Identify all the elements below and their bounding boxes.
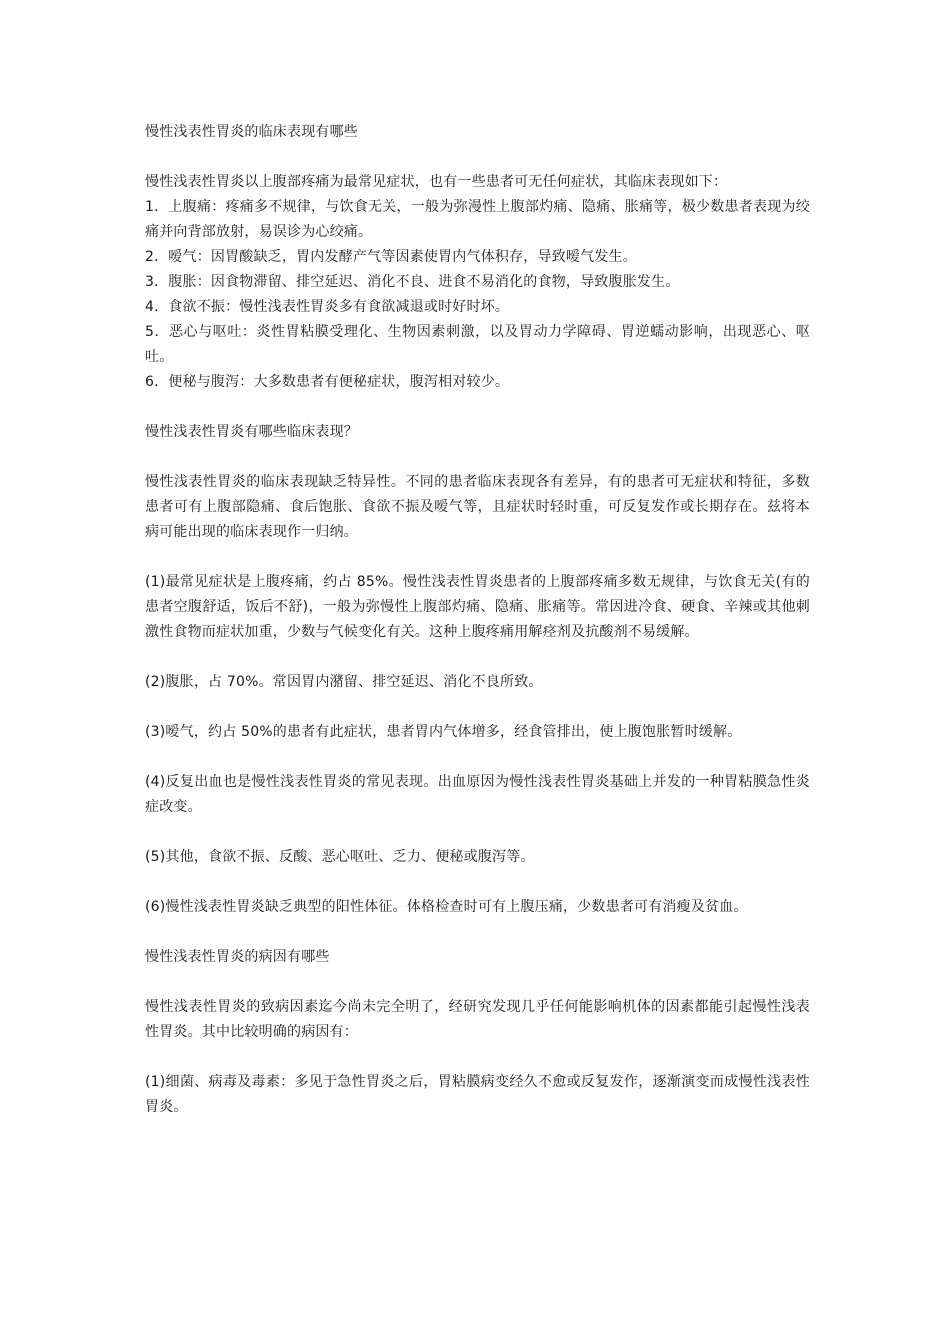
numbered-paragraph: (4)反复出血也是慢性浅表性胃炎的常见表现。出血原因为慢性浅表性胃炎基础上并发的一种胃粘膜急性炎症改变。 <box>145 774 810 815</box>
symptom-item: 3．腹胀：因食物滞留、排空延迟、消化不良、进食不易消化的食物，导致腹胀发生。 <box>145 274 680 290</box>
section-heading-clinical-manifestations-question: 慢性浅表性胃炎有哪些临床表现？ <box>145 424 358 440</box>
symptom-item: 2．嗳气：因胃酸缺乏，胃内发酵产气等因素使胃内气体积存，导致嗳气发生。 <box>145 249 637 265</box>
spacer <box>145 695 810 720</box>
numbered-paragraph: (2)腹胀，占 70%。常因胃内潴留、排空延迟、消化不良所致。 <box>145 674 543 690</box>
section-heading-causes: 慢性浅表性胃炎的病因有哪些 <box>145 949 330 965</box>
symptom-item: 5．恶心与呕吐：炎性胃粘膜受理化、生物因素刺激，以及胃动力学障碍、胃逆蠕动影响，出现恶心、呕吐。 <box>145 324 810 365</box>
spacer <box>145 970 810 995</box>
spacer <box>145 1045 810 1070</box>
numbered-paragraph: (1)细菌、病毒及毒素：多见于急性胃炎之后，胃粘膜病变经久不愈或反复发作，逐渐演变而成慢性浅表性胃炎。 <box>145 1074 810 1115</box>
numbered-paragraph: (5)其他，食欲不振、反酸、恶心呕吐、乏力、便秘或腹泻等。 <box>145 849 535 865</box>
symptom-item: 1．上腹痛：疼痛多不规律，与饮食无关，一般为弥漫性上腹部灼痛、隐痛、胀痛等，极少数患者表现为绞痛并向背部放射，易误诊为心绞痛。 <box>145 199 810 240</box>
numbered-paragraph: (3)嗳气，约占 50%的患者有此症状，患者胃内气体增多，经食管排出，使上腹饱胀暂时缓解。 <box>145 724 742 740</box>
intro-paragraph-3: 慢性浅表性胃炎的致病因素迄今尚未完全明了，经研究发现几乎任何能影响机体的因素都能引起慢性浅表性胃炎。其中比较明确的病因有： <box>145 999 810 1040</box>
spacer <box>145 920 810 945</box>
numbered-paragraph: (1)最常见症状是上腹疼痛，约占 85%。慢性浅表性胃炎患者的上腹部疼痛多数无规律，与饮食无关(有的患者空腹舒适，饭后不舒)，一般为弥慢性上腹部灼痛、隐痛、胀痛等。常因进冷食、硬食、辛辣或其他刺激性食物而症状加重，少数与气候变化有关。这种上腹疼痛用解痉剂及抗酸剂不易缓解。 <box>145 574 810 640</box>
spacer <box>145 545 810 570</box>
intro-paragraph-1: 慢性浅表性胃炎以上腹部疼痛为最常见症状，也有一些患者可无任何症状，其临床表现如下： <box>145 174 728 190</box>
intro-paragraph-2: 慢性浅表性胃炎的临床表现缺乏特异性。不同的患者临床表现各有差异，有的患者可无症状和特征，多数患者可有上腹部隐痛、食后饱胀、食欲不振及嗳气等，且症状时轻时重，可反复发作或长期存在。兹将本病可能出现的临床表现作一归纳。 <box>145 474 810 540</box>
document-body <box>145 120 810 1120</box>
symptom-item: 4．食欲不振：慢性浅表性胃炎多有食欲减退或时好时坏。 <box>145 299 510 315</box>
spacer <box>145 395 810 420</box>
spacer <box>145 870 810 895</box>
symptom-item: 6．便秘与腹泻：大多数患者有便秘症状，腹泻相对较少。 <box>145 374 510 390</box>
numbered-paragraph: (6)慢性浅表性胃炎缺乏典型的阳性体征。体格检查时可有上腹压痛，少数患者可有消瘦及贫血。 <box>145 899 748 915</box>
spacer <box>145 820 810 845</box>
spacer <box>145 145 810 170</box>
section-heading-clinical-manifestations: 慢性浅表性胃炎的临床表现有哪些 <box>145 124 358 140</box>
spacer <box>145 445 810 470</box>
spacer <box>145 745 810 770</box>
spacer <box>145 645 810 670</box>
